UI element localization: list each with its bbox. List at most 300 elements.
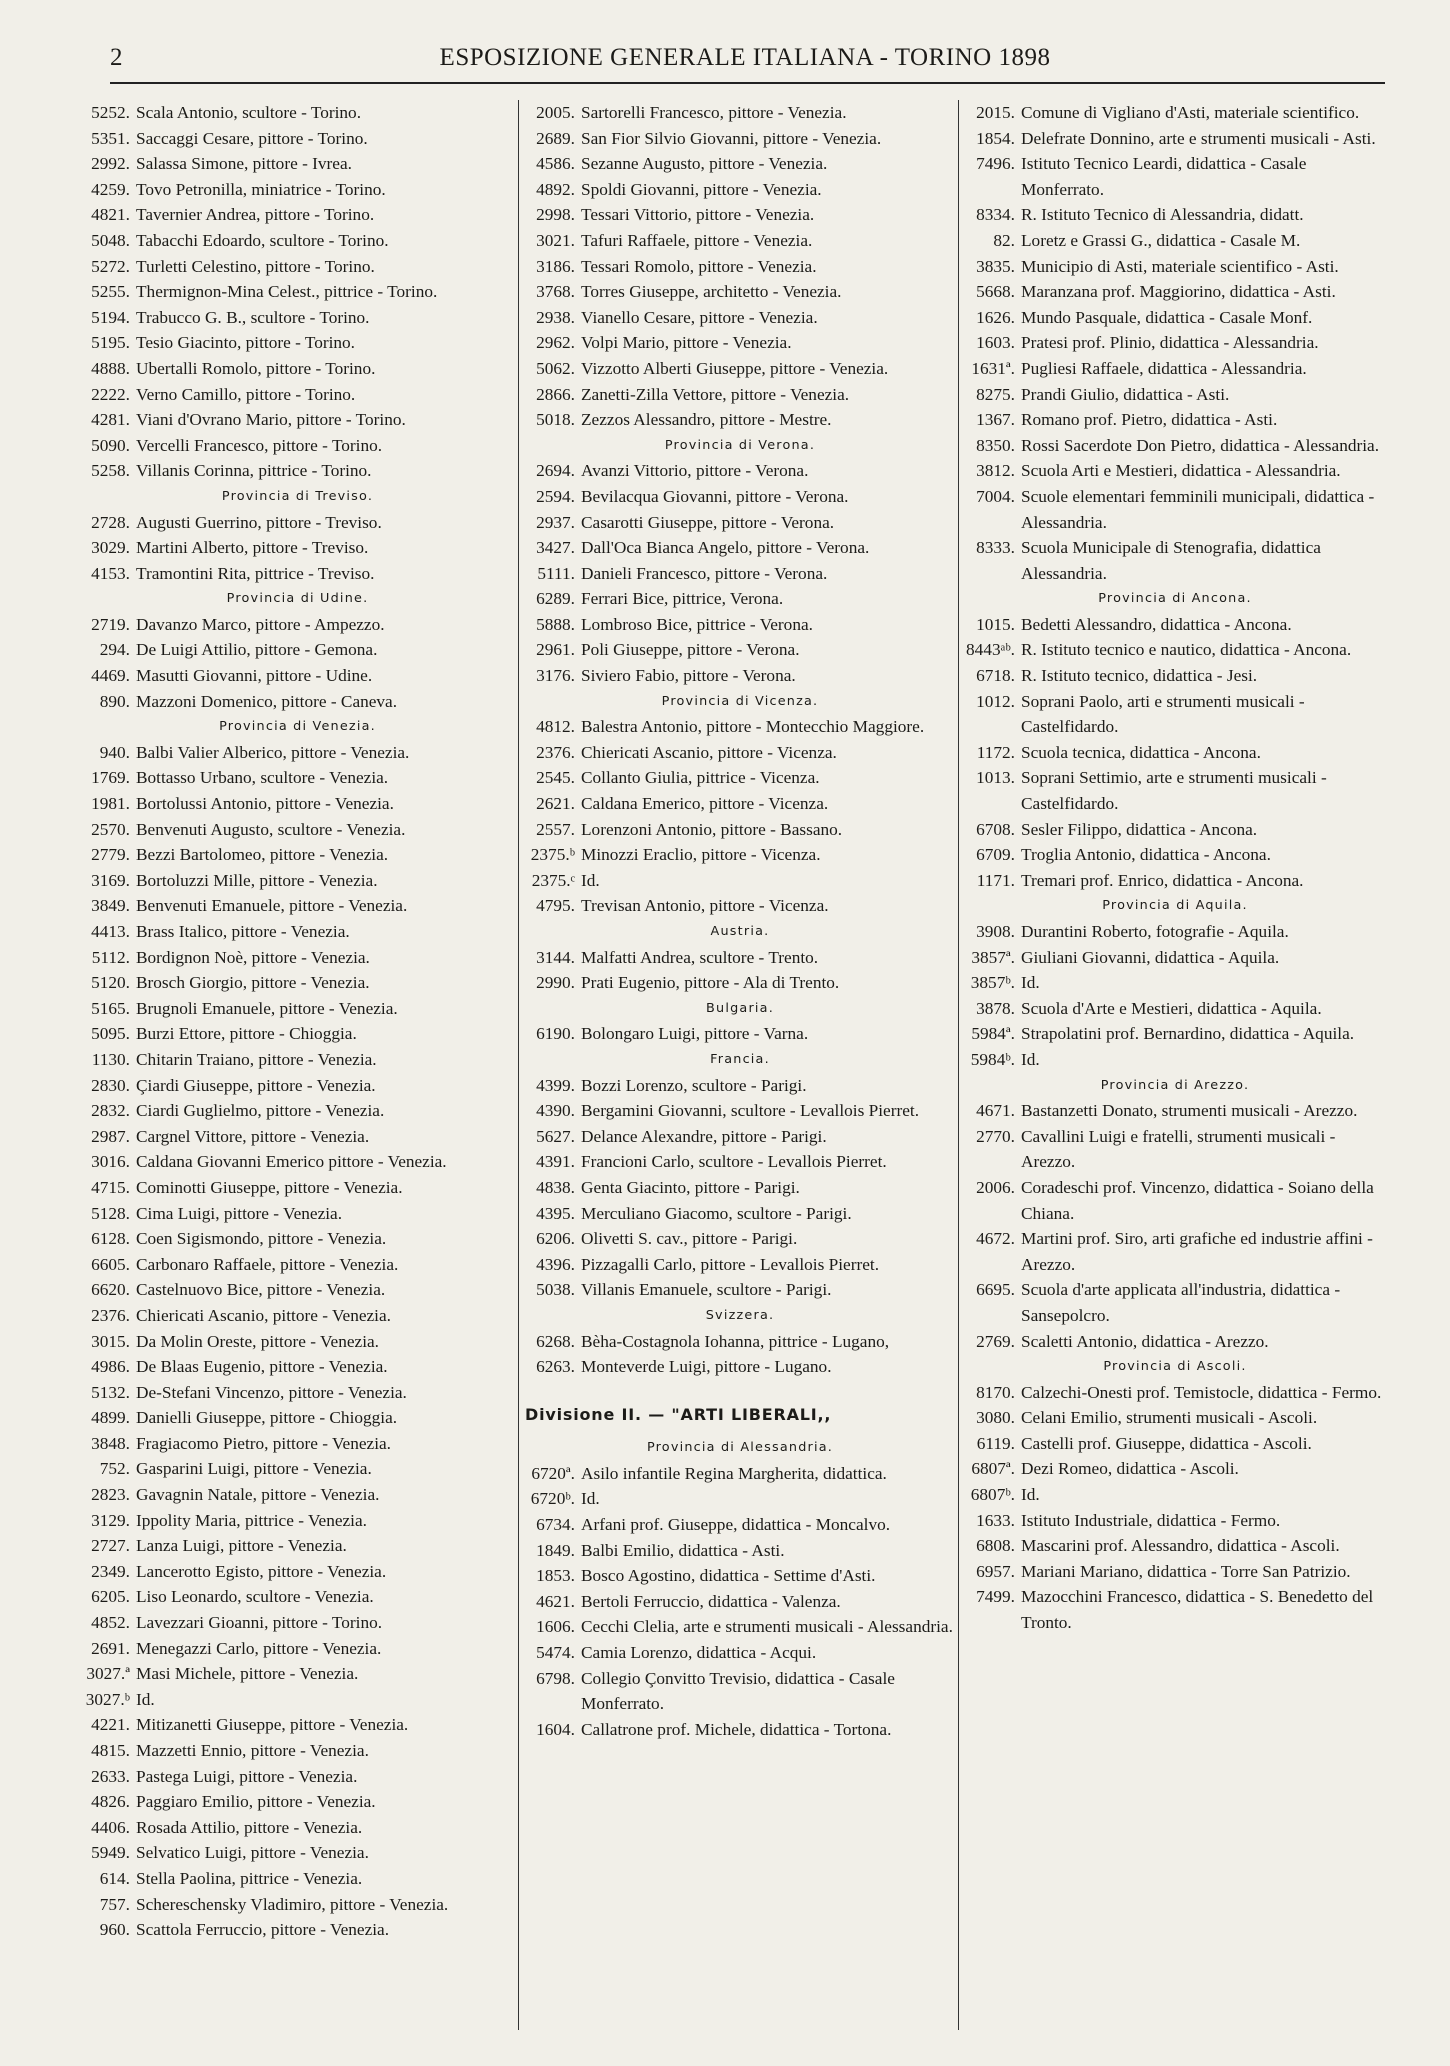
entry-number: 4892. [536,179,575,199]
entry-text: Ciardi Guglielmo, pittore - Venezia. [136,1101,385,1121]
catalog-entry [80,433,515,459]
entry-number: 4259. [91,179,130,199]
section-heading: Provincia di Verona. [664,437,816,453]
entry-text: Tafuri Raffaele, pittore - Venezia. [581,230,813,250]
entry-text: Giuliani Giovanni, didattica - Aquila. [1021,947,1280,967]
entry-number: 6708. [976,819,1015,839]
entry-text: R. Istituto tecnico e nautico, didattica - Ancona. [1021,640,1352,660]
entry-number: 3849. [91,896,130,916]
entry-number: 2770. [976,1126,1015,1146]
catalog-entry [525,1486,955,1512]
entry-text: Cavallini Luigi e fratelli, strumenti musicali - Arezzo. [1021,1126,1336,1172]
catalog-entry [80,1201,515,1227]
entry-text: Dezi Romeo, didattica - Ascoli. [1021,1459,1239,1479]
entry-text: Sartorelli Francesco, pittore - Venezia. [581,103,847,122]
entry-text: Camia Lorenzo, didattica - Acqui. [581,1643,817,1663]
catalog-entry [525,535,955,561]
entry-number: 3029. [91,538,130,558]
catalog-entry [965,484,1385,535]
catalog-entry [525,1461,955,1487]
catalog-entry [525,382,955,408]
entry-number: 1849. [536,1540,575,1560]
entry-text: Bertoli Ferruccio, didattica - Valenza. [581,1591,841,1611]
entry-number: 1981. [91,794,130,814]
entry-text: Bortolussi Antonio, pittore - Venezia. [136,794,394,814]
entry-number: 1854. [976,128,1015,148]
catalog-entry [525,1252,955,1278]
catalog-entry [80,1124,515,1150]
entry-text: Soprani Settimio, arte e strumenti musicali - Castelfidardo. [1021,768,1327,814]
entry-number: 2987. [91,1126,130,1146]
entry-text: Mundo Pasquale, didattica - Casale Monf. [1021,307,1313,327]
entry-number: 5627. [536,1126,575,1146]
entry-text: Troglia Antonio, didattica - Ancona. [1021,845,1271,865]
entry-number: 8333. [976,538,1015,558]
entry-number: 2694. [536,461,575,481]
entry-number: 6807ᵇ. [970,1485,1015,1505]
entry-text: Scuola Arti e Mestieri, didattica - Alessandria. [1021,461,1341,481]
entry-number: 752. [99,1459,130,1479]
section-heading: Provincia di Alessandria. [646,1440,834,1456]
entry-number: 6709. [976,845,1015,865]
catalog-entry [965,356,1385,382]
catalog-entry [965,1021,1385,1047]
catalog-entry [525,356,955,382]
entry-text: Lanza Luigi, pittore - Venezia. [136,1536,347,1556]
entry-text: Spoldi Giovanni, pittore - Venezia. [581,179,822,199]
entry-text: Saccaggi Cesare, pittore - Torino. [136,128,368,148]
entry-text: Tessari Vittorio, pittore - Venezia. [581,205,815,225]
entry-number: 1013. [976,768,1015,788]
catalog-entry [525,126,955,152]
catalog-entry [525,791,955,817]
entry-number: 1130. [91,1049,130,1069]
entry-text: Paggiaro Emilio, pittore - Venezia. [136,1792,376,1812]
entry-number: 5474. [536,1643,575,1663]
entry-number: 2545. [536,768,575,788]
catalog-entry [80,1226,515,1252]
catalog-entry [965,996,1385,1022]
entry-text: Bezzi Bartolomeo, pittore - Venezia. [136,845,389,865]
entry-text: Cecchi Clelia, arte e strumenti musicali - Alessandria. [581,1617,953,1637]
entry-text: Scattola Ferruccio, pittore - Venezia. [136,1920,390,1940]
entry-text: Rossi Sacerdote Don Pietro, didattica - Alessandria. [1021,435,1380,455]
entry-number: 5132. [91,1382,130,1402]
entry-number: 6620. [91,1280,130,1300]
entry-text: Monteverde Luigi, pittore - Lugano. [581,1357,832,1377]
entry-number: 3176. [536,666,575,686]
entry-number: 1012. [976,691,1015,711]
catalog-entry [525,817,955,843]
entry-text: Scuola d'arte applicata all'industria, didattica - Sansepolcro. [1021,1280,1341,1325]
entry-number: 6263. [536,1357,575,1377]
entry-number: 4852. [91,1613,130,1633]
catalog-entry [525,970,955,996]
entry-text: Prati Eugenio, pittore - Ala di Trento. [581,973,840,993]
entry-text: Zezzos Alessandro, pittore - Mestre. [581,410,832,430]
entry-number: 3186. [536,256,575,276]
entry-number: 6268. [536,1331,575,1351]
entry-text: Romano prof. Pietro, didattica - Asti. [1021,410,1278,430]
catalog-entry [80,1098,515,1124]
catalog-entry [965,1329,1385,1355]
entry-number: 6206. [536,1229,575,1249]
entry-text: Da Molin Oreste, pittore - Venezia. [136,1331,379,1351]
entry-number: 3080. [976,1408,1015,1428]
entry-number: 6119. [976,1433,1015,1453]
catalog-entry [80,1892,515,1918]
catalog-entry [525,1124,955,1150]
entry-text: Tremari prof. Enrico, didattica - Ancona. [1021,870,1304,890]
entry-number: 1603. [976,333,1015,353]
entry-text: Merculiano Giacomo, scultore - Parigi. [581,1203,852,1223]
entry-text: Brugnoli Emanuele, pittore - Venezia. [136,998,398,1018]
entry-text: Soprani Paolo, arti e strumenti musicali - Castelfidardo. [1021,691,1305,737]
entry-text: Olivetti S. cav., pittore - Parigi. [581,1229,798,1249]
section-heading: Bulgaria. [706,1000,774,1016]
entry-number: 3021. [536,230,575,250]
entry-text: Asilo infantile Regina Margherita, didattica. [581,1463,887,1483]
entry-text: Tesio Giacinto, pittore - Torino. [136,333,355,353]
entry-text: Pizzagalli Carlo, pittore - Levallois Pierret. [581,1254,880,1274]
entry-text: Trevisan Antonio, pittore - Vicenza. [581,896,829,916]
entry-number: 2349. [91,1561,130,1581]
entry-text: Masi Michele, pittore - Venezia. [136,1664,359,1684]
entry-number: 1015. [976,614,1015,634]
section-heading: Francia. [710,1051,770,1067]
catalog-entry [525,612,955,638]
entry-text: Mazocchini Francesco, didattica - S. Benedetto del Tronto. [1021,1587,1374,1633]
entry-text: Mitizanetti Giuseppe, pittore - Venezia. [136,1715,409,1735]
entry-text: R. Istituto Tecnico di Alessandria, didatt. [1021,205,1304,225]
entry-number: 6720ᵇ. [530,1489,575,1509]
catalog-entry [525,637,955,663]
header-rule [110,82,1385,84]
entry-text: Vizzotto Alberti Giuseppe, pittore - Venezia. [581,358,889,378]
entry-text: Prandi Giulio, didattica - Asti. [1021,384,1230,404]
catalog-entry [80,919,515,945]
catalog-entry [80,1456,515,1482]
entry-text: Stella Paolina, pittrice - Venezia. [136,1868,363,1888]
column-left [80,100,515,2036]
entry-text: Caldana Emerico, pittore - Vicenza. [581,794,829,814]
entry-number: 2570. [91,819,130,839]
entry-text: Ubertalli Romolo, pittore - Torino. [136,358,376,378]
catalog-entry [525,1175,955,1201]
entry-text: Castelnuovo Bice, pittore - Venezia. [136,1280,386,1300]
catalog-entry [80,970,515,996]
entry-text: Balestra Antonio, pittore - Montecchio Maggiore. [581,717,925,737]
page-title: ESPOSIZIONE GENERALE ITALIANA - TORINO 1898 [439,44,1051,71]
entry-number: 8350. [976,435,1015,455]
catalog-entry [80,1508,515,1534]
entry-text: Chitarin Traiano, pittore - Venezia. [136,1049,377,1069]
entry-number: 4826. [91,1792,130,1812]
catalog-entry [965,202,1385,228]
entry-text: Arfani prof. Giuseppe, didattica - Moncalvo. [581,1515,891,1535]
entry-number: 5018. [536,410,575,430]
entry-number: 2594. [536,486,575,506]
entry-text: Minozzi Eraclio, pittore - Vicenza. [581,845,821,865]
entry-number: 6605. [91,1254,130,1274]
entry-text: Coradeschi prof. Vincenzo, didattica - Soiano della Chiana. [1021,1177,1374,1223]
entry-number: 2990. [536,973,575,993]
entry-number: 5062. [536,358,575,378]
catalog-entry [525,842,955,868]
entry-text: Avanzi Vittorio, pittore - Verona. [581,461,809,481]
entry-number: 2961. [536,640,575,660]
entry-number: 2823. [91,1485,130,1505]
entry-text: Ferrari Bice, pittrice, Verona. [581,589,784,609]
entry-text: Bosco Agostino, didattica - Settime d'Asti. [581,1566,876,1586]
catalog-entry [80,1277,515,1303]
entry-text: Gasparini Luigi, pittore - Venezia. [136,1459,372,1479]
entry-number: 2691. [91,1638,130,1658]
entry-text: Bordignon Noè, pittore - Venezia. [136,947,370,967]
entry-number: 4715. [91,1177,130,1197]
entry-number: 5120. [91,973,130,993]
catalog-entry [525,510,955,536]
catalog-entry [965,919,1385,945]
section-heading: Provincia di Ascoli. [1103,1359,1247,1375]
entry-number: 8334. [976,205,1015,225]
entry-number: 6205. [91,1587,130,1607]
entry-text: Callatrone prof. Michele, didattica - Tortona. [581,1719,892,1739]
entry-number: 5258. [91,461,130,481]
entry-number: 5351. [91,128,130,148]
entry-text: De-Stefani Vincenzo, pittore - Venezia. [136,1382,407,1402]
entry-number: 5888. [536,614,575,634]
catalog-entry [80,1840,515,1866]
entry-text: Torres Giuseppe, architetto - Venezia. [581,282,842,302]
catalog-entry [80,510,515,536]
entry-text: Scuola Municipale di Stenografia, didattica Alessandria. [1021,538,1321,583]
entry-text: Sesler Filippo, didattica - Ancona. [1021,819,1258,839]
entry-text: Gavagnin Natale, pittore - Venezia. [136,1485,380,1505]
entry-number: 5668. [976,282,1015,302]
entry-number: 2727. [91,1536,130,1556]
entry-number: 3015. [91,1331,130,1351]
catalog-entry [80,202,515,228]
entry-number: 2557. [536,819,575,839]
entry-number: 3027.ᵇ [85,1689,130,1709]
catalog-entry [80,1329,515,1355]
catalog-entry [965,228,1385,254]
entry-text: Scuole elementari femminili municipali, didattica - Alessandria. [1021,486,1375,532]
entry-text: Francioni Carlo, scultore - Levallois Pierret. [581,1152,887,1172]
catalog-entry [965,433,1385,459]
catalog-entry [80,356,515,382]
catalog-entry [80,1405,515,1431]
entry-text: Poli Giuseppe, pittore - Verona. [581,640,800,660]
entry-number: 1171. [976,870,1015,890]
entry-text: Scuola tecnica, didattica - Ancona. [1021,742,1261,762]
section-heading: Austria. [710,924,770,939]
entry-number: 4469. [91,666,130,686]
catalog-entry [80,868,515,894]
catalog-entry [80,561,515,587]
entry-number: 4399. [536,1075,575,1095]
section-heading: Provincia di Aquila. [1102,898,1248,914]
catalog-entry [965,1098,1385,1124]
entry-text: Bevilacqua Giovanni, pittore - Verona. [581,486,849,506]
entry-text: Vercelli Francesco, pittore - Torino. [136,435,383,455]
entry-text: Bottasso Urbano, scultore - Venezia. [136,768,389,788]
entry-text: Masutti Giovanni, pittore - Udine. [136,666,373,686]
catalog-entry [525,177,955,203]
catalog-entry [965,126,1385,152]
catalog-entry [80,1149,515,1175]
section-heading: Provincia di Treviso. [221,488,374,504]
catalog-entry [80,535,515,561]
entry-number: 2375.ᵇ [530,845,575,865]
entry-number: 5095. [91,1024,130,1044]
entry-number: 2832. [91,1101,130,1121]
catalog-entry [80,126,515,152]
catalog-entry [525,663,955,689]
catalog-entry [965,407,1385,433]
entry-number: 5165. [91,998,130,1018]
entry-text: Balbi Valier Alberico, pittore - Venezia. [136,742,410,762]
catalog-entry [525,407,955,433]
entry-number: 6734. [536,1515,575,1535]
entry-text: Menegazzi Carlo, pittore - Venezia. [136,1638,382,1658]
catalog-entry [525,330,955,356]
catalog-entry [525,1614,955,1640]
entry-text: Durantini Roberto, fotografie - Aquila. [1021,922,1289,941]
entry-text: Castelli prof. Giuseppe, didattica - Ascoli. [1021,1433,1312,1453]
entry-number: 4899. [91,1408,130,1428]
entry-number: 1172. [976,742,1015,762]
catalog-entry [525,100,955,126]
section-heading: Svizzera. [705,1307,775,1323]
catalog-entry [525,1538,955,1564]
entry-number: 5984ᵇ. [970,1049,1015,1069]
entry-number: 2769. [976,1331,1015,1351]
entry-number: 2938. [536,307,575,327]
catalog-entry [525,458,955,484]
entry-number: 3129. [91,1510,130,1530]
catalog-entry [80,1482,515,1508]
catalog-entry [525,1329,955,1355]
entry-number: 4888. [91,358,130,378]
catalog-entry [965,740,1385,766]
section-heading: Provincia di Udine. [226,591,369,607]
entry-number: 3169. [91,870,130,890]
entry-number: 5048. [91,230,130,250]
entry-text: Mazzoni Domenico, pittore - Caneva. [136,691,398,711]
catalog-entry [965,765,1385,816]
catalog-entry [965,1405,1385,1431]
entry-text: Municipio di Asti, materiale scientifico - Asti. [1021,256,1339,276]
entry-text: Villanis Corinna, pittrice - Torino. [136,461,372,481]
entry-number: 5128. [91,1203,130,1223]
entry-number: 2015. [976,103,1015,122]
entry-number: 4221. [91,1715,130,1735]
entry-text: Celani Emilio, strumenti musicali - Ascoli. [1021,1408,1318,1428]
catalog-entry [80,1764,515,1790]
catalog-entry [965,1482,1385,1508]
entry-text: Id. [1021,1049,1040,1069]
entry-number: 5038. [536,1280,575,1300]
entry-number: 4986. [91,1357,130,1377]
entry-number: 5949. [91,1843,130,1863]
catalog-entry [80,1610,515,1636]
division-heading: Divisione II. — "ARTI LIBERALI,, [525,1404,832,1424]
entry-text: Lavezzari Gioanni, pittore - Torino. [136,1613,383,1633]
entry-number: 960. [99,1920,130,1940]
entry-text: Burzi Ettore, pittore - Chioggia. [136,1024,357,1044]
catalog-entry [80,254,515,280]
catalog-entry [80,1661,515,1687]
entry-number: 4413. [91,922,130,941]
catalog-entry [80,382,515,408]
entry-number: 1769. [91,768,130,788]
catalog-entry [80,279,515,305]
entry-number: 4281. [91,410,130,430]
entry-number: 2375.ᶜ [531,870,575,890]
catalog-entry [965,1124,1385,1175]
entry-number: 2779. [91,845,130,865]
entry-text: Maranzana prof. Maggiorino, didattica - Asti. [1021,282,1336,302]
entry-number: 2830. [91,1075,130,1095]
catalog-entry [525,1021,955,1047]
entry-text: Cominotti Giuseppe, pittore - Venezia. [136,1177,403,1197]
catalog-entry [525,202,955,228]
entry-number: 890. [99,691,130,711]
entry-text: Mariani Mariano, didattica - Torre San Patrizio. [1021,1561,1351,1581]
catalog-entry [965,1456,1385,1482]
entry-text: Casarotti Giuseppe, pittore - Verona. [581,512,835,532]
entry-text: Pastega Luigi, pittore - Venezia. [136,1766,358,1786]
entry-number: 4390. [536,1101,575,1121]
entry-number: 8443ᵃᵇ. [966,640,1015,660]
entry-text: Brosch Giorgio, pittore - Venezia. [136,973,370,993]
entry-number: 5255. [91,282,130,302]
catalog-entry [965,151,1385,202]
entry-number: 4153. [91,563,130,583]
entry-number: 8170. [976,1382,1015,1402]
catalog-entry [525,1512,955,1538]
catalog-entry [965,305,1385,331]
entry-number: 1853. [536,1566,575,1586]
entry-text: Id. [1021,1485,1040,1505]
catalog-entry [965,1277,1385,1328]
catalog-entry [525,1666,955,1717]
entry-text: Bortoluzzi Mille, pittore - Venezia. [136,870,378,890]
catalog-entry [80,1533,515,1559]
catalog-entry [965,330,1385,356]
entry-number: 5984ª. [971,1024,1015,1044]
entry-text: Id. [1021,973,1040,993]
entry-text: Martini prof. Siro, arti grafiche ed industrie affini - Arezzo. [1021,1229,1373,1274]
entry-text: Zanetti-Zilla Vettore, pittore - Venezia. [581,384,850,404]
catalog-entry [525,945,955,971]
section-heading: Provincia di Ancona. [1098,591,1252,607]
catalog-entry [80,765,515,791]
entry-text: Villanis Emanuele, scultore - Parigi. [581,1280,832,1300]
entry-text: Balbi Emilio, didattica - Asti. [581,1540,785,1560]
entry-number: 4621. [536,1591,575,1611]
entry-number: 5194. [91,307,130,327]
entry-number: 2719. [91,614,130,634]
catalog-entry [80,151,515,177]
catalog-entry [525,586,955,612]
column-divider [958,100,959,2030]
entry-number: 82. [993,230,1015,250]
catalog-entry [80,945,515,971]
entry-text: Lombroso Bice, pittrice - Verona. [581,614,813,634]
